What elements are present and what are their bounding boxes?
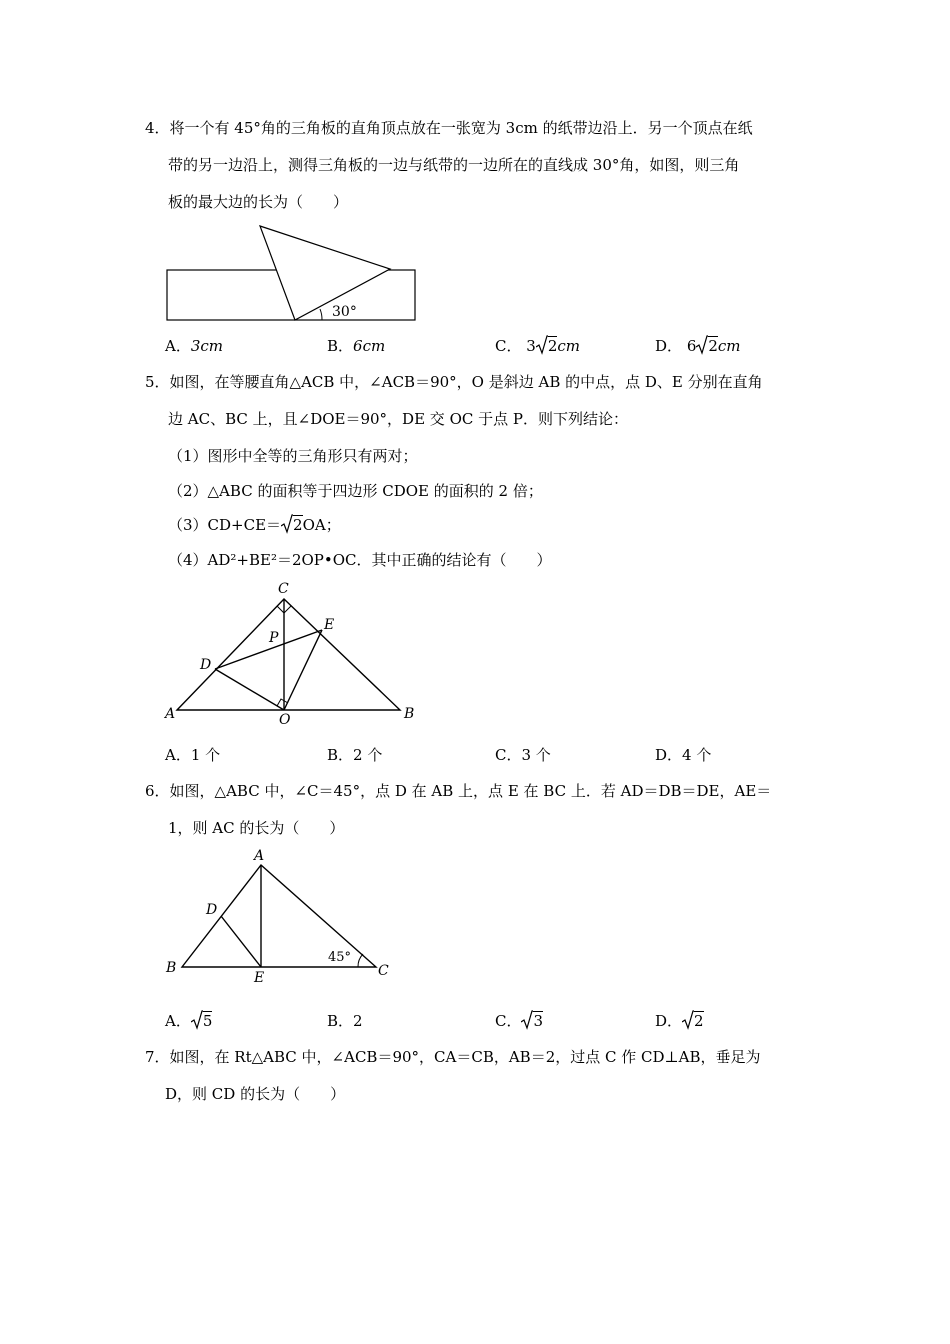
q5-option-a-letter: A． [165,746,191,764]
q5-option-b-letter: B． [327,746,354,764]
q6-label-d: D [206,902,218,918]
q4-option-d-letter: D． [655,337,683,355]
q5-label-e: E [324,617,335,633]
q6-text-line-1: 6．如图，△ABC 中，∠C＝45°，点 D 在 AB 上，点 E 在 BC 上．若 AD＝DB＝DE，AE＝ [145,782,772,800]
q7-text-line-2: D，则 CD 的长为（ ） [165,1085,346,1103]
sqrt-sign-icon [281,514,293,535]
sqrt-sign-icon [696,335,708,357]
q6-label-b: B [166,960,177,976]
q6-option-a-letter: A． [165,1012,191,1030]
q4-option-a-text: 3cm [190,337,224,355]
q4-option-c-coef: 3 [526,337,536,355]
q4-option-b[interactable] [327,335,385,357]
q5-statement-4: （4）AD²+BE²＝2OP•OC．其中正确的结论有（ ） [168,551,552,569]
q6-label-c: C [378,963,389,979]
q6-option-a[interactable] [165,1010,212,1032]
q6-option-c[interactable] [495,1010,543,1032]
q5-statement-2: （2）△ABC 的面积等于四边形 CDOE 的面积的 2 倍； [168,482,543,500]
q4-option-b-text: 6cm [353,337,386,355]
q6-option-d[interactable] [655,1010,704,1032]
q4-option-a[interactable] [165,335,223,357]
q5-label-a: A [165,706,176,722]
q6-label-a: A [254,848,265,864]
q6-figure [160,845,400,985]
q4-options [0,335,950,357]
q6-angle-label: 45° [328,950,352,965]
q4-option-c-unit: cm [557,337,580,355]
q6-option-b-letter: B． [327,1012,354,1030]
q4-option-d-coef: 6 [686,337,697,355]
q4-angle-label: 30° [332,304,357,320]
triangle-acb [177,599,400,710]
q6-options [0,1010,950,1032]
q5-option-c-text: 3 个 [521,746,551,764]
q5-option-c[interactable] [495,744,551,766]
q6-option-b-text: 2 [353,1012,363,1030]
angle-arc [320,309,322,320]
q6-option-c-letter: C． [495,1012,522,1030]
q5-statement-3-post: OA； [302,516,341,534]
triangle-ruler [260,226,390,320]
q5-statement-3-pre: （3）CD+CE＝ [168,516,282,534]
q7-text-line-1: 7．如图，在 Rt△ABC 中，∠ACB＝90°，CA＝CB，AB＝2，过点 C 作 CD⊥AB，垂足为 [145,1048,761,1066]
sqrt-sign-icon [682,1010,694,1032]
q4-option-c-letter: C． [495,337,522,355]
q5-option-b-text: 2 个 [353,746,383,764]
q5-label-p: P [269,630,279,646]
q5-option-c-letter: C． [495,746,522,764]
q5-option-b[interactable] [327,744,382,766]
q4-text-line-2: 带的另一边沿上，测得三角板的一边与纸带的一边所在的直线成 30°角，如图，则三角 [168,156,740,174]
q4-option-b-letter: B． [327,337,354,355]
segment-de [221,916,261,967]
q4-option-c-radicand: 2 [547,337,558,355]
q5-option-a[interactable] [165,744,220,766]
q5-option-a-text: 1 个 [190,746,221,764]
q5-text-line-1: 5．如图，在等腰直角△ACB 中，∠ACB＝90°，O 是斜边 AB 的中点，点 D、E 分别在直角 [145,373,763,391]
q4-option-d-unit: cm [717,337,741,355]
q4-figure [160,220,430,330]
q4-option-a-letter: A． [165,337,191,355]
sqrt-sign-icon [191,1010,203,1032]
q4-text-line-3: 板的最大边的长为（ ） [168,193,349,211]
sqrt-sign-icon [536,335,548,357]
q4-option-c[interactable] [495,335,580,357]
q6-option-a-radicand: 5 [202,1012,213,1030]
q5-option-d[interactable] [655,744,711,766]
q5-statement-3-radicand: 2 [293,516,303,534]
q5-label-c: C [278,581,289,597]
q6-text-line-2: 1，则 AC 的长为（ ） [168,819,345,837]
segment-do [215,669,284,710]
q4-text-line-1: 4．将一个有 45°角的三角板的直角顶点放在一张宽为 3cm 的纸带边沿上．另一个顶点在纸 [145,119,753,137]
q6-option-d-radicand: 2 [694,1012,704,1030]
sqrt-sign-icon [521,1010,533,1032]
q5-options [0,744,950,766]
q5-text-line-2: 边 AC、BC 上，且∠DOE＝90°，DE 交 OC 于点 P．则下列结论： [168,410,628,428]
q6-label-e: E [254,970,265,986]
q5-option-d-letter: D． [655,746,683,764]
angle-arc [358,954,363,967]
q5-statement-1: （1）图形中全等的三角形只有两对； [168,447,418,465]
q6-option-c-radicand: 3 [533,1012,544,1030]
q6-option-d-letter: D． [655,1012,683,1030]
q6-option-b[interactable] [327,1010,363,1032]
q4-option-d[interactable] [655,335,741,357]
q4-option-d-radicand: 2 [708,337,718,355]
q5-label-o: O [279,712,291,728]
q5-label-b: B [404,706,415,722]
q5-option-d-text: 4 个 [682,746,712,764]
q5-figure [160,578,430,728]
q5-label-d: D [200,657,212,673]
q5-statement-3 [168,514,341,535]
